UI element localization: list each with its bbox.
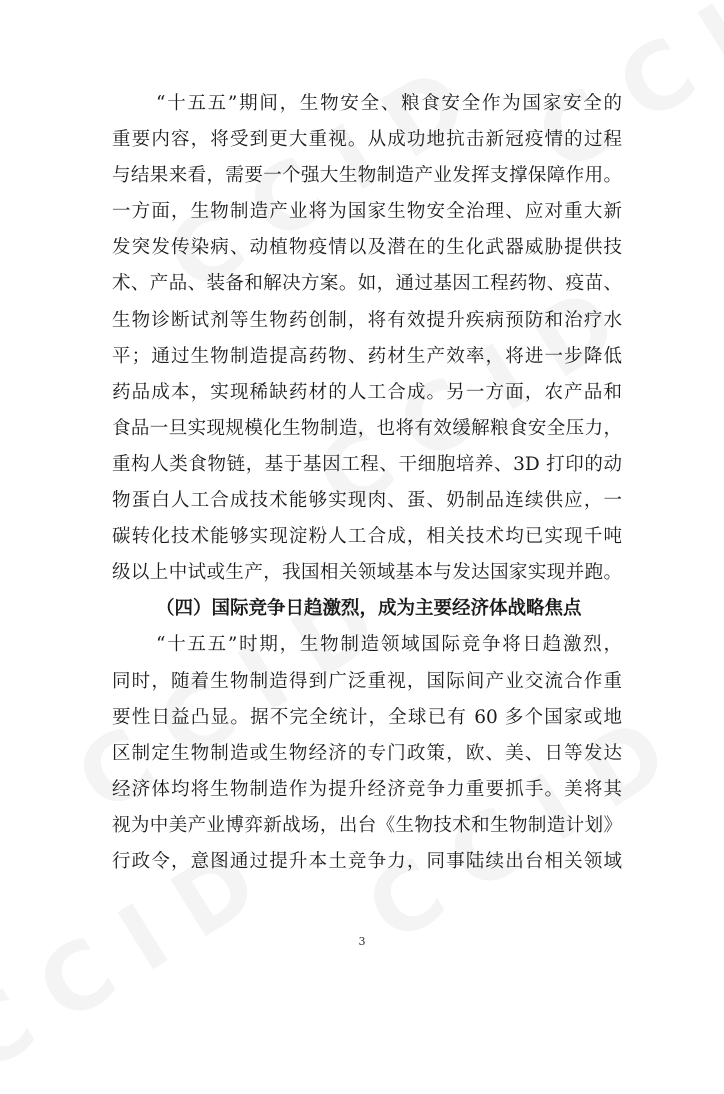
text-line: 重构人类食物链，基于基因工程、干细胞培养、3D 打印的动 (112, 453, 622, 475)
text-line: 重要内容，将受到更大重视。从成功地抗击新冠疫情的过程 (112, 129, 622, 151)
paragraph (112, 86, 622, 591)
text-line: 经济体均将生物制造作为提升经济竞争力重要抓手。美将其 (112, 778, 622, 800)
text-line: 一方面，生物制造产业将为国家生物安全治理、应对重大新 (112, 201, 622, 223)
text-line: 物蛋白人工合成技术能够实现肉、蛋、奶制品连续供应，一 (112, 490, 622, 512)
text-line: “十五五”时期，生物制造领域国际竞争将日趋激烈， (156, 634, 622, 656)
text-line: 同时，随着生物制造得到广泛重视，国际间产业交流合作重 (112, 670, 622, 692)
text-line: “十五五”期间，生物安全、粮食安全作为国家安全的 (156, 93, 622, 114)
text-line: 发突发传染病、动植物疫情以及潜在的生化武器威胁提供技 (112, 237, 622, 259)
paragraph (112, 627, 622, 880)
document-body (112, 86, 622, 880)
text-line: 生物诊断试剂等生物药创制，将有效提升疾病预防和治疗水 (112, 309, 622, 331)
page-number: 3 (358, 935, 366, 948)
text-line: 食品一旦实现规模化生物制造，也将有效缓解粮食安全压力， (112, 417, 622, 439)
text-line: 行政令，意图通过提升本土竞争力，同事陆续出台相关领域 (112, 850, 622, 872)
text-line: 级以上中试或生产，我国相关领域基本与发达国家实现并跑。 (112, 562, 622, 584)
text-line: 碳转化技术能够实现淀粉人工合成，相关技术均已实现千吨 (112, 526, 622, 548)
text-line: 要性日益凸显。据不完全统计，全球已有 60 多个国家或地 (112, 706, 622, 728)
text-line: 平；通过生物制造提高药物、药材生产效率，将进一步降低 (112, 345, 622, 367)
text-line: 术、产品、装备和解决方案。如，通过基因工程药物、疫苗、 (112, 273, 622, 295)
text-line: 视为中美产业博弈新战场，出台《生物技术和生物制造计划》 (112, 814, 622, 836)
text-line: 区制定生物制造或生物经济的专门政策，欧、美、日等发达 (112, 742, 622, 764)
text-line: 药品成本，实现稀缺药材的人工合成。另一方面，农产品和 (112, 381, 622, 403)
section-heading: （四）国际竞争日趋激烈，成为主要经济体战略焦点 (156, 598, 582, 620)
text-line: 与结果来看，需要一个强大生物制造产业发挥支撑保障作用。 (112, 165, 622, 187)
